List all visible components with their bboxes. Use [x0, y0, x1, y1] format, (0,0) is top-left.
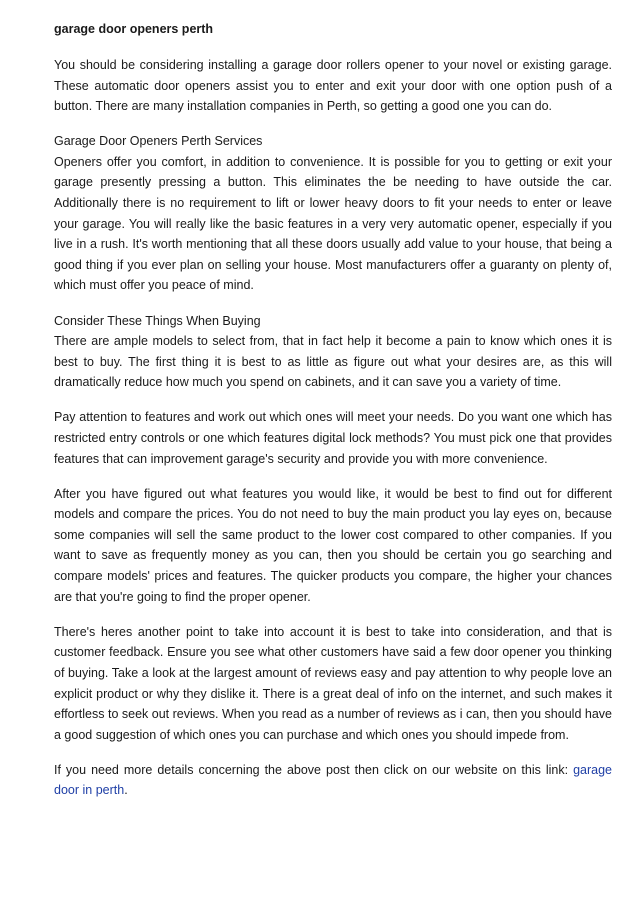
services-section: [54, 131, 612, 296]
garage-door-link[interactable]: garage door in perth: [54, 762, 612, 798]
compare-paragraph: After you have figured out what features you would like, it would be best to find out for different models and compare the prices. You do not need to buy the main product you lay eyes on, because some companies will sell the same product to the lower cost compared to other companies. If you want to save as frequently money as you can, then you should be certain you go searching and compare models' prices and features. The quicker products you compare, the higher your chances are that you're going to find the proper opener.: [54, 486, 612, 604]
services-heading: Garage Door Openers Perth Services: [54, 134, 263, 149]
document-page: [54, 21, 612, 816]
consider-paragraph: There are ample models to select from, that in fact help it become a pain to know which ones it is best to buy. The first thing it is best to as little as figure out what your desires are, as this will dramatically reduce how much you spend on cabinets, and it can save you a variety of time.: [54, 334, 612, 390]
intro-paragraph: You should be considering installing a garage door rollers opener to your novel or existing garage. These automatic door openers assist you to enter and exit your door with one option push of a button. There are many installation companies in Perth, so getting a good one you can do.: [54, 58, 612, 114]
consider-section: [54, 311, 612, 393]
closing-text: If you need more details concerning the above post then click on our website on this link:: [54, 762, 574, 777]
services-paragraph: Openers offer you comfort, in addition to convenience. It is possible for you to getting or exit your garage presently pressing a button. This eliminates the be needing to have outside the car. Additionally there is no requirement to lift or lower heavy doors to fit your needs to enter or leave your garage. You will really like the basic features in a very very automatic opener, especially if you live in a rush. It's worth mentioning that all these doors usually add value to your house, that being a good thing if you ever plan on selling your house. Most manufacturers offer a guaranty on plenty of, which must offer you peace of mind.: [54, 154, 612, 293]
closing-suffix: .: [124, 783, 128, 798]
closing-paragraph: [54, 760, 612, 801]
feedback-paragraph: There's heres another point to take into account it is best to take into consideration, and that is customer feedback. Ensure you see what other customers have said a few door opener you thinking of buying. Take a look at the largest amount of reviews easy and pay attention to why people love an explicit product or why they dislike it. There is a great deal of info on the internet, and such makes it effortless to seek out reviews. When you read as a number of reviews as i can, then you should have a good suggestion of which ones you can purchase and which ones you should impede from.: [54, 624, 612, 742]
features-paragraph: Pay attention to features and work out which ones will meet your needs. Do you want one which has restricted entry controls or one which features digital lock methods? You must pick one that provides features that can improvement garage's security and provide you with more convenience.: [54, 410, 612, 466]
consider-heading: Consider These Things When Buying: [54, 313, 261, 328]
document-title: garage door openers perth: [54, 22, 214, 36]
